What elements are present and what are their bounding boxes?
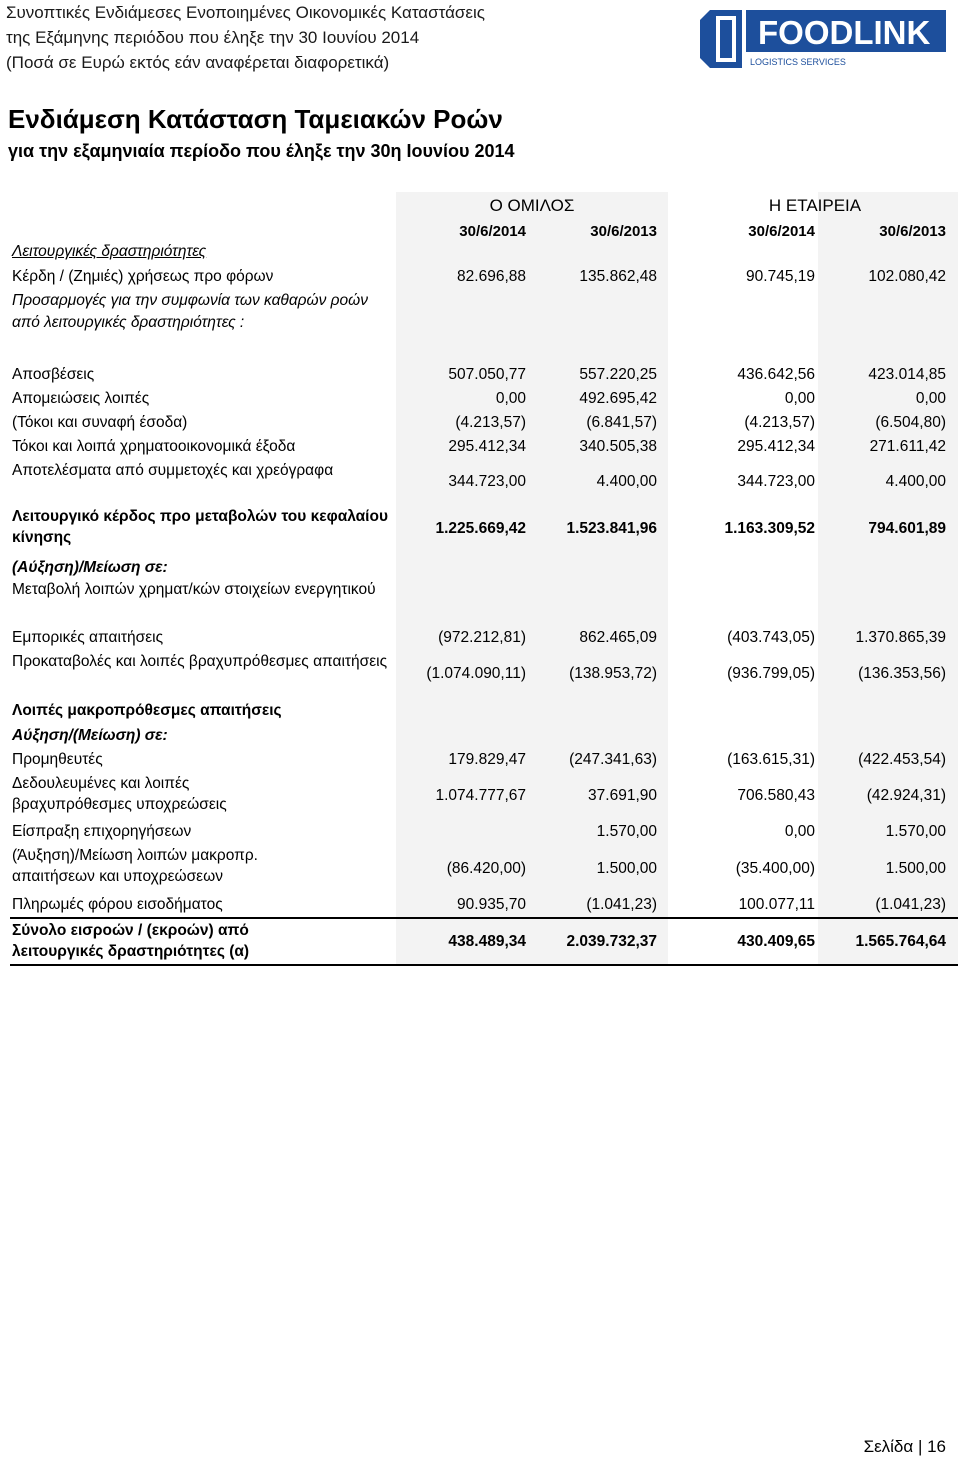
cell-value: 430.409,65	[737, 933, 815, 950]
cell-value: (136.353,56)	[858, 665, 946, 682]
cell-value: 1.565.764,64	[855, 933, 946, 950]
row-label: Σύνολο εισροών / (εκροών) από λειτουργικές δραστηριότητες (α)	[12, 922, 250, 960]
cell-value: 1.500,00	[885, 860, 946, 877]
cell-value: 82.696,88	[457, 268, 526, 285]
row-label: Κέρδη / (Ζημιές) χρήσεως προ φόρων	[12, 268, 274, 285]
cell-value: 2.039.732,37	[566, 933, 657, 950]
cell-value: 0,00	[915, 390, 946, 407]
cell-value: 492.695,42	[579, 390, 657, 407]
cell-value: (138.953,72)	[569, 665, 657, 682]
cell-value: 423.014,85	[868, 366, 946, 383]
row-label: (Αύξηση)/Μείωση σε:	[12, 559, 168, 576]
cell-value: 295.412,34	[448, 438, 526, 455]
cell-value: 344.723,00	[737, 473, 815, 490]
cell-value: 0,00	[784, 823, 815, 840]
col-header-company-2013: 30/6/2013	[879, 223, 946, 240]
page-subtitle: για την εξαμηνιαία περίοδο που έληξε την 30η Ιουνίου 2014	[8, 141, 515, 161]
header-line-3: (Ποσά σε Ευρώ εκτός εάν αναφέρεται διαφορετικά)	[6, 53, 390, 72]
cell-value: (936.799,05)	[727, 665, 815, 682]
section-operating-activities: Λειτουργικές δραστηριότητες	[12, 243, 207, 260]
cell-value: 706.580,43	[737, 787, 815, 804]
cell-value: 794.601,89	[868, 520, 946, 537]
cell-value: 1.074.777,67	[435, 787, 526, 804]
cell-value: 862.465,09	[579, 629, 657, 646]
row-label: Είσπραξη επιχορηγήσεων	[12, 823, 192, 840]
cell-value: 436.642,56	[737, 366, 815, 383]
cell-value: 1.570,00	[596, 823, 657, 840]
row-label: Προσαρμογές για την συμφωνία των καθαρών ροών από λειτουργικές δραστηριότητες :	[12, 292, 368, 331]
cell-value: (403.743,05)	[727, 629, 815, 646]
cell-value: (35.400,00)	[735, 860, 815, 877]
cell-value: (4.213,57)	[455, 414, 526, 431]
cell-value: 344.723,00	[448, 473, 526, 490]
cell-value: 1.570,00	[885, 823, 946, 840]
group-column-shade	[396, 192, 668, 964]
row-label: Λειτουργικό κέρδος προ μεταβολών του κεφαλαίου κίνησης	[12, 508, 388, 546]
cell-value: 1.163.309,52	[724, 520, 815, 537]
row-label: Αύξηση/(Μείωση) σε:	[12, 727, 168, 744]
cell-value: 37.691,90	[588, 787, 657, 804]
row-label: (Τόκοι και συναφή έσοδα)	[12, 414, 188, 431]
row-label: Δεδουλευμένες και λοιπές βραχυπρόθεσμες υποχρεώσεις	[12, 775, 227, 813]
cell-value: 4.400,00	[596, 473, 657, 490]
logo-name: FOODLINK	[758, 14, 931, 51]
col-header-group-2013: 30/6/2013	[590, 223, 657, 240]
header-line-2: της Εξάμηνης περιόδου που έληξε την 30 Ιουνίου 2014	[6, 28, 420, 47]
company-2013-column-shade	[818, 192, 958, 964]
page-title: Ενδιάμεση Κατάσταση Ταμειακών Ροών	[8, 104, 503, 134]
cell-value: 1.500,00	[596, 860, 657, 877]
cell-value: (1.074.090,11)	[426, 665, 526, 682]
cell-value: 90.745,19	[746, 268, 815, 285]
cell-value: (6.841,57)	[586, 414, 657, 431]
cell-value: (163.615,31)	[727, 751, 815, 768]
cell-value: (247.341,63)	[569, 751, 657, 768]
cell-value: 1.370.865,39	[855, 629, 946, 646]
cell-value: (1.041,23)	[586, 896, 657, 913]
row-label: Αποσβέσεις	[12, 366, 95, 383]
row-label: Απομειώσεις λοιπές	[12, 390, 150, 407]
cell-value: 102.080,42	[868, 268, 946, 285]
cell-value: 100.077,11	[738, 896, 815, 913]
cell-value: (4.213,57)	[744, 414, 815, 431]
cell-value: 340.505,38	[579, 438, 657, 455]
cell-value: 1.523.841,96	[566, 520, 657, 537]
cell-value: 0,00	[784, 390, 815, 407]
cell-value: (1.041,23)	[875, 896, 946, 913]
row-label: Πληρωμές φόρου εισοδήματος	[12, 896, 223, 913]
row-label: Αποτελέσματα από συμμετοχές και χρεόγραφα	[12, 462, 334, 479]
row-label: Λοιπές μακροπρόθεσμες απαιτήσεις	[12, 702, 282, 719]
cell-value: 135.862,48	[579, 268, 657, 285]
cell-value: (422.453,54)	[858, 751, 946, 768]
cell-value: 438.489,34	[448, 933, 526, 950]
logo-tagline: LOGISTICS SERVICES	[750, 57, 846, 67]
cell-value: 4.400,00	[885, 473, 946, 490]
total-rule-bottom	[10, 964, 958, 966]
cell-value: 90.935,70	[457, 896, 526, 913]
header-line-1: Συνοπτικές Ενδιάμεσες Ενοποιημένες Οικονομικές Καταστάσεις	[6, 3, 485, 22]
row-label: (Άυξηση)/Μείωση λοιπών μακροπρ. απαιτήσεων και υποχρεώσεων	[12, 847, 258, 885]
group-header-omilos: Ο ΟΜΙΛΟΣ	[489, 196, 575, 215]
page-number: Σελίδα | 16	[863, 1437, 946, 1456]
cell-value: (972.212,81)	[438, 629, 526, 646]
row-label: Προμηθευτές	[12, 751, 103, 768]
cell-value: 271.611,42	[869, 438, 946, 455]
row-label: Προκαταβολές και λοιπές βραχυπρόθεσμες απαιτήσεις	[12, 653, 388, 670]
cell-value: 1.225.669,42	[435, 520, 526, 537]
row-label: Μεταβολή λοιπών χρηματ/κών στοιχείων ενεργητικού	[12, 581, 376, 598]
total-rule-top	[10, 917, 958, 919]
cell-value: 507.050,77	[448, 366, 526, 383]
foodlink-logo	[698, 8, 948, 70]
cell-value: 557.220,25	[579, 366, 657, 383]
group-header-etaireia: Η ΕΤΑΙΡΕΙΑ	[768, 196, 862, 215]
row-label: Τόκοι και λοιπά χρηματοοικονομικά έξοδα	[12, 438, 296, 455]
col-header-group-2014: 30/6/2014	[459, 223, 526, 240]
cell-value: 295.412,34	[737, 438, 815, 455]
cell-value: 0,00	[495, 390, 526, 407]
cell-value: (42.924,31)	[866, 787, 946, 804]
cell-value: 179.829,47	[448, 751, 526, 768]
col-header-company-2014: 30/6/2014	[748, 223, 815, 240]
cell-value: (86.420,00)	[446, 860, 526, 877]
row-label: Εμπορικές απαιτήσεις	[12, 629, 164, 646]
cell-value: (6.504,80)	[875, 414, 946, 431]
